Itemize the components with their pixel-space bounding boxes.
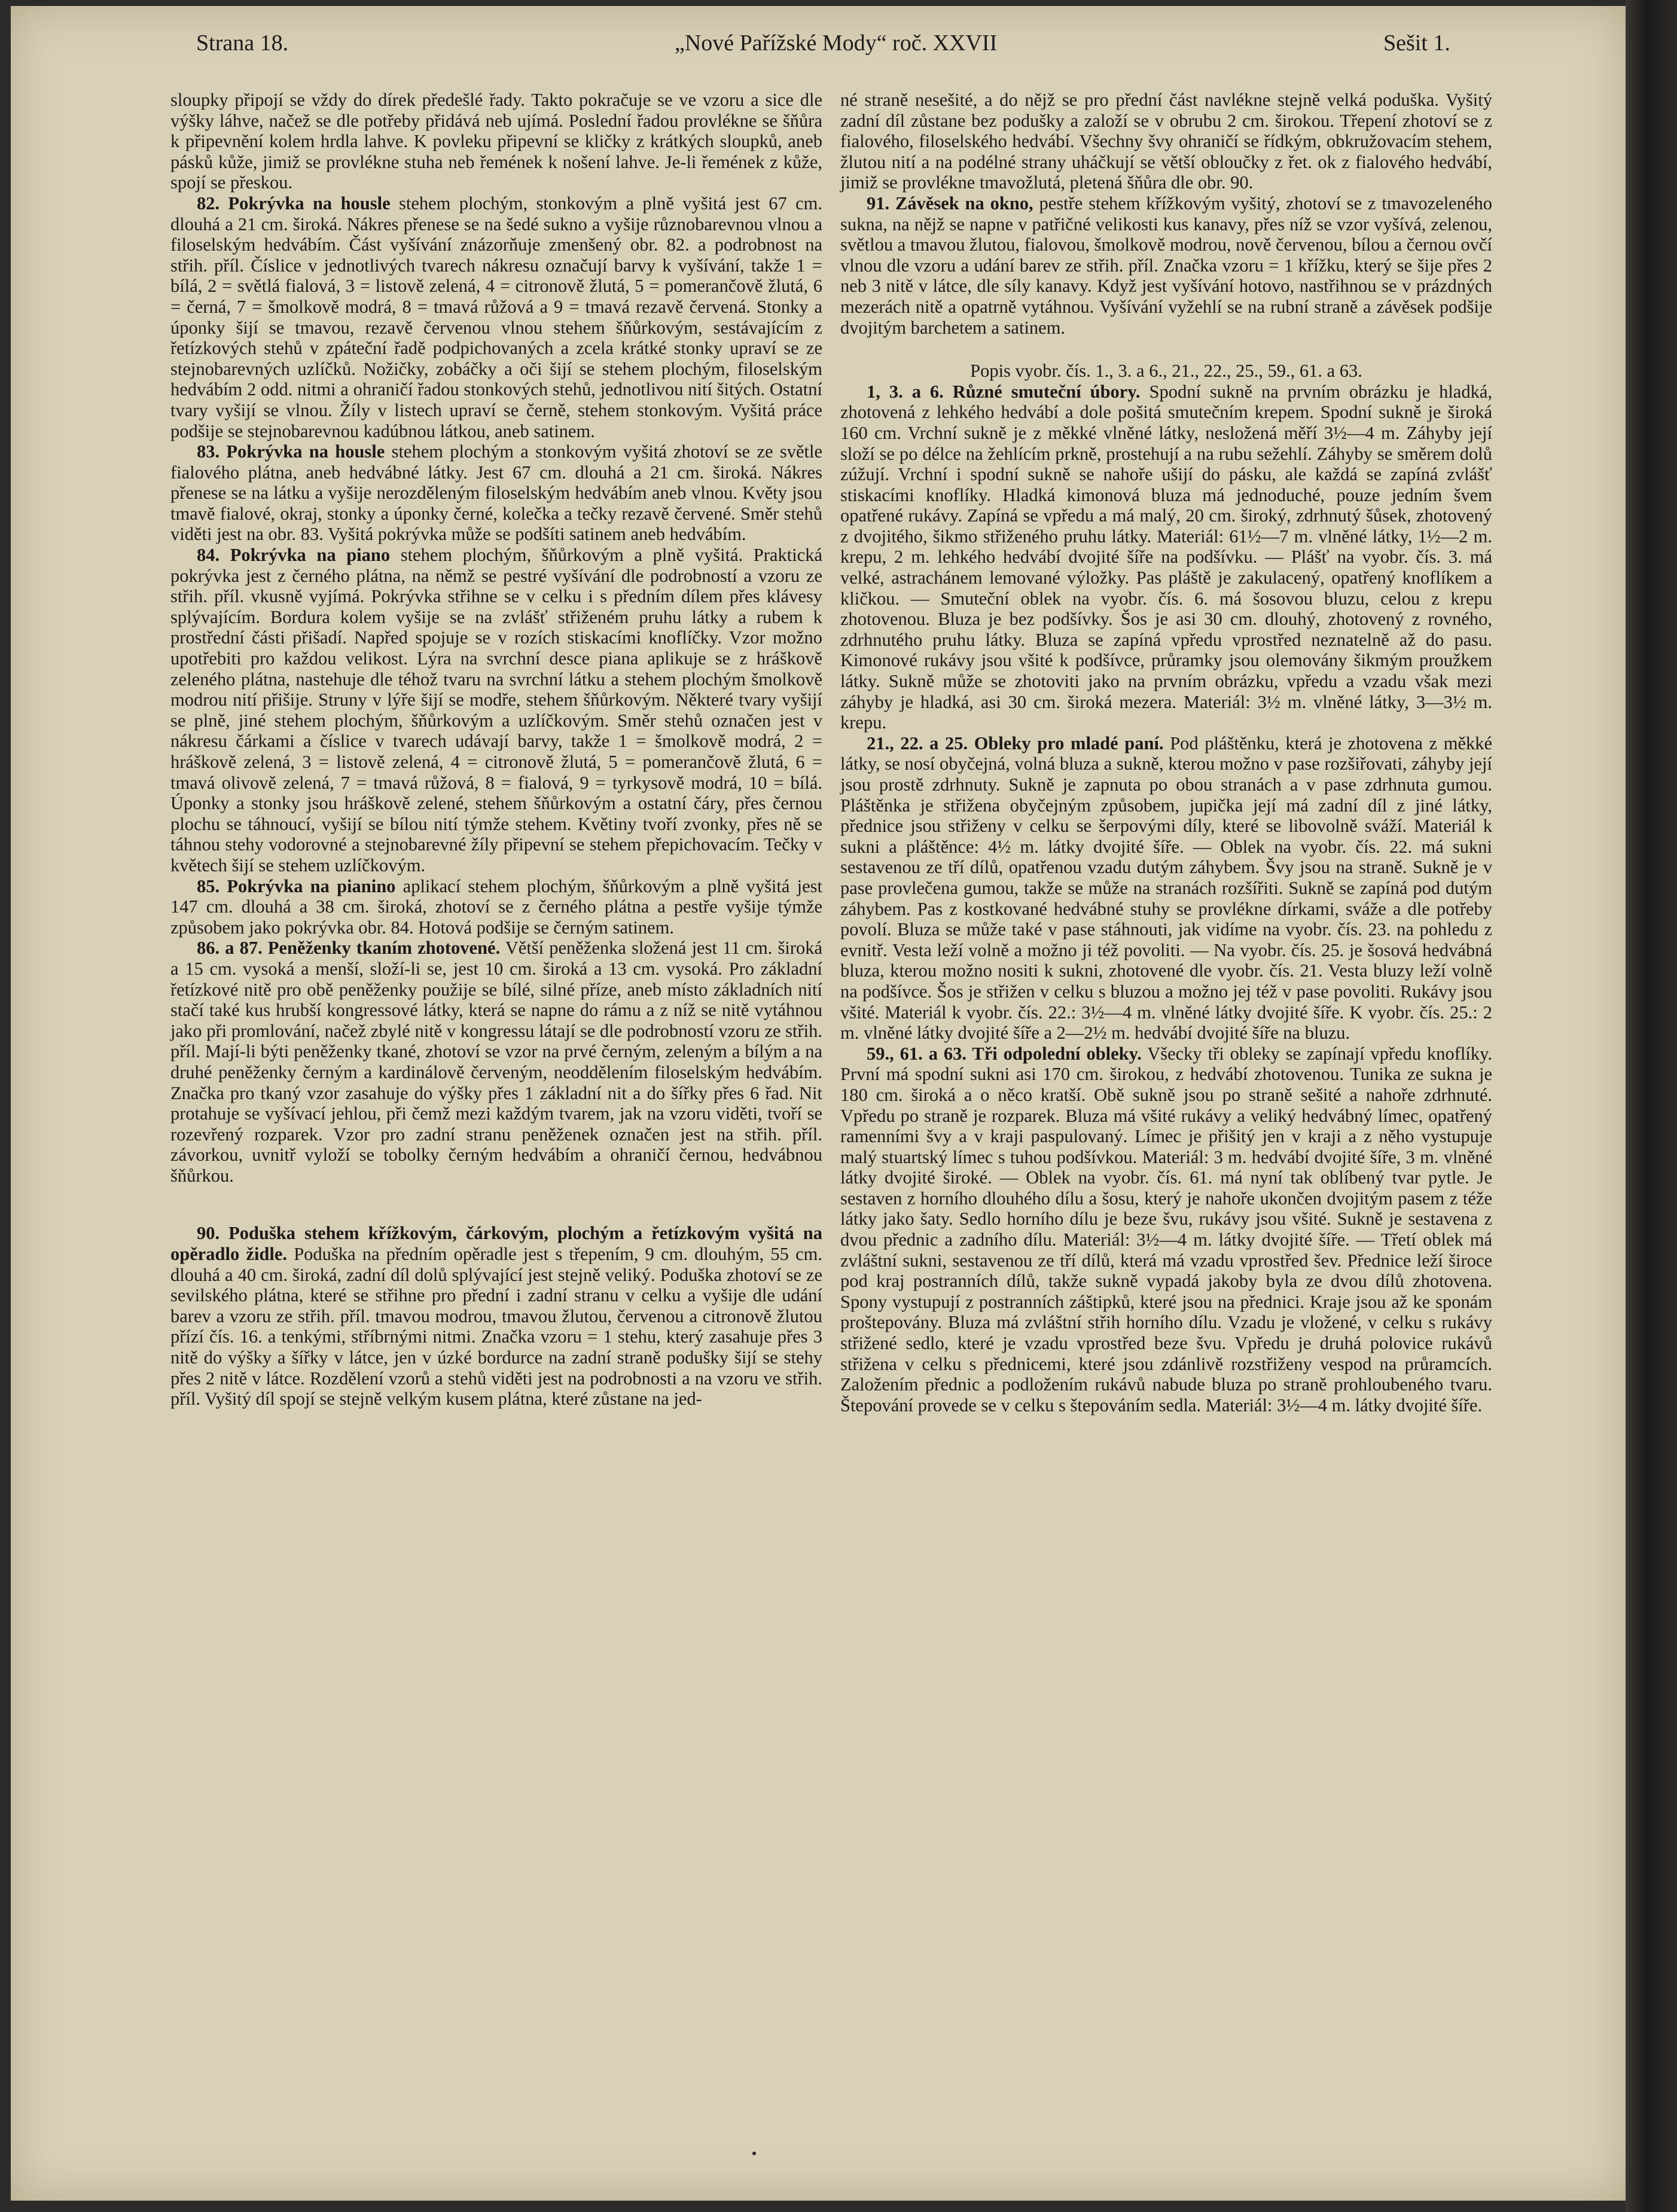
paragraph-83 bbox=[170, 441, 822, 545]
heading-86: 86. a 87. Peněženky tkaním zhotovené. bbox=[197, 938, 501, 959]
paragraph-90 bbox=[170, 1223, 822, 1409]
body-1: Spodní sukně na prvním obrázku je hladká, zhotovená z lehkého hedvábí a dole pošitá smutečním krepem. Spodní sukně je široká 160 cm. Vrchní sukně je z měkké vlněné látky, nesložená měří 3½—4 m. Záhyby její složí se po délce na žehlícím prkně, prostehují a na rubu sežehlí. Záhyby se směrem dolů zúžují. Vrchní i spodní sukně se nahoře ušijí do pásku, ale každá se zapíná zvlášť stiskacími knoflíky. Hladká kimonová bluza má jednoduché, pouze jedním švem opatřené rukávy. Zapíná se vpředu a má malý, 20 cm. široký, zdrhnutý šůsek, zhotovený z dvojitého, šikmo střiženého pruhu látky. Materiál: 61½—7 m. vlněné látky, 1½—2 m. krepu, 2 m. lehkého hedvábí dvojité šíře na podšívku. — Plášť na vyobr. čís. 3. má velké, astrachánem lemované výložky. Pas pláště je zakulacený, opatřený knoflíkem a kličkou. — Smuteční oblek na vyobr. čís. 6. má šosovou bluzu, celou z krepu zhotovenou. Bluza je bez podšívky. Šos je asi 30 cm. dlouhý, zhotovený z rovného, zdrhnutého pruhu látky. Bluza se zapíná vpředu vprostřed neznatelně až do pasu. Kimonové rukávy jsou všité k podšívce, průramky jsou olemovány šikmým proužkem látky. Sukně může se zhotoviti jako na prvním obrázku, vpředu a vzadu však mezi záhyby je hladká, asi 30 cm. široká mezera. Materiál: 3½ m. vlněné látky, 3—3½ m. krepu. bbox=[840, 381, 1492, 733]
heading-84: 84. Pokrývka na piano bbox=[197, 545, 391, 566]
heading-82: 82. Pokrývka na housle bbox=[197, 193, 391, 213]
heading-83: 83. Pokrývka na housle bbox=[197, 441, 385, 462]
body-91: pestře stehem křížkovým vyšitý, zhotoví se z tmavozeleného sukna, na nějž se napne v patřičné velikosti kus kanavy, přes níž se vzor vyšívá, zelenou, světlou a tmavou žlutou, fialovou, šmolkově modrou, nově červenou, bílou a černou ovčí vlnou dle vzoru a udání barev ze střih. příl. Značka vzoru = 1 křížku, který se šije přes 2 neb 3 nitě v látce, dle síly kanavy. Když jest vyšívání hotovo, nastřihnou se v prázdných mezerách nitě a opatrně vytáhnou. Vyšívání vyžehlí se na rubní straně a závěsek podšije dvojitým barchetem a satinem. bbox=[840, 193, 1492, 338]
paragraph-91 bbox=[840, 193, 1492, 338]
heading-91: 91. Závěsek na okno, bbox=[867, 193, 1033, 213]
right-column bbox=[840, 90, 1492, 1415]
body-84: stehem plochým, šňůrkovým a plně vyšitá. Praktická pokrývka jest z černého plátna, na němž se pestré vyšívání dle podrobností a vzoru ze střih. příl. vkusně vyjímá. Pokrývka střihne se v celku i s předním dílem přes klávesy splývajícím. Bordura kolem vyšije se na zvlášť střiženém pruhu látky a rubem k prostřední části přišadí. Napřed spojuje se v rozích stiskacími knoflíčky. Vzor možno upotřebiti pro každou velikost. Lýra na svrchní desce piana aplikuje se z hráškově zeleného plátna, nastehuje dle téhož tvaru na svrchní látku a stehem plochým šmolkově modrou nití přišije. Struny v lýře šijí se modře, stehem šňůrkovým. Některé tvary vyšijí se plně, jiné stehem plochým, šňůrkovým a uzlíčkovým. Směr stehů označen jest v nákresu čárkami a číslice v tvarech udávají barvy, takže 1 = šmolkově modrá, 2 = hráškově zelená, 3 = listově zelená, 4 = citronově žlutá, 5 = pomerančově žlutá, 6 = tmavá olivově zelená, 7 = tmavá růžová, 8 = fialová, 9 = tyrkysově modrá, 10 = bílá. Úponky a stonky jsou hráškově zelené, stehem šňůrkovým a ostatní čáry, přes černou plochu se táhnoucí, vyšijí se bílou nití týmže stehem. Květiny tvoří zvonky, přes ně se táhnou stehy vodorovné a stejnobarevné žíly připevní se stehem přepichovacím. Tečky v květech šijí se stehem uzlíčkovým. bbox=[170, 545, 822, 875]
spacer bbox=[840, 338, 1492, 361]
spacer bbox=[170, 1186, 822, 1223]
paragraph-85 bbox=[170, 876, 822, 938]
heading-59: 59., 61. a 63. Tři odpolední obleky. bbox=[867, 1043, 1142, 1064]
paragraph-21 bbox=[840, 733, 1492, 1044]
paragraph-90-continuation: né straně nesešité, a do nějž se pro přední část navlékne stejně velká poduška. Vyšitý zadní díl zůstane bez podušky a založí se v obrubu 2 cm. širokou. Třepení zhotoví se z fialového, filoselského hedvábí. Všechny švy ohraničí se řídkým, obkružovacím stehem, žlutou nití a na podélné strany uháčkují se větší obloučky z řet. ok z fialového hedvábí, jimiž se provlékne tmavožlutá, pletená šňůra dle obr. 90. bbox=[840, 90, 1492, 193]
paragraph-1 bbox=[840, 382, 1492, 733]
page-header bbox=[184, 30, 1482, 66]
paragraph-86 bbox=[170, 938, 822, 1186]
paragraph-59 bbox=[840, 1044, 1492, 1416]
body-86: Větší peněženka složená jest 11 cm. široká a 15 cm. vysoká a menší, složí-li se, jest 10 cm. široká a 13 cm. vysoká. Pro základní řetízkové nitě pro obě peněženky použije se bílé, silné příze, aneb místo základních nití stačí také kus hrubší kongressové látky, která se napne do rámu a z níž se nitě vytáhnou jako při promlování, načež zbylé nitě v kongressu látají se dle podrobností vzoru ze střih. příl. Mají-li býti peněženky tkané, zhotoví se vzor na prvé černým, zeleným a bílým a na druhé peněženky černým a kardinálově červeným, neoddělením filoselským hedvábím. Značka pro tkaný vzor zasahuje do výšky přes 1 základní nit a do šířky přes 6 řad. Nit protahuje se vyšívací jehlou, při čemž mezi každým tvarem, jak na vzoru viděti, tvoří se rozevřený rozparek. Vzor pro zadní stranu peněženek označen jest na střih. příl. závorkou, uvnitř vyloží se tobolky černým hedvábím a ohraničí černou, hedvábnou šňůrkou. bbox=[170, 938, 823, 1186]
page-number: Strana 18. bbox=[196, 30, 289, 56]
body-59: Všecky tři obleky se zapínají vpředu knoflíky. První má spodní sukni asi 170 cm. širokou, z hedvábí zhotovenou. Tunika ze sukna je 180 cm. široká a o něco kratší. Obě sukně jsou po straně sešité a nahoře zdrhnuté. Vpředu po straně je rozparek. Bluza má všité rukávy a veliký hedvábný límec, opatřený ramenními švy a v kraji paspulovaný. Límec je přišitý jen v kraji a z něho vystupuje malý stuartský límec s tuhou podšívkou. Materiál: 3 m. hedvábí dvojité šíře, 3 m. vlněné látky dvojité široké. — Oblek na vyobr. čís. 61. má nyní tak oblíbený tvar pytle. Je sestaven z horního dlouhého dílu a šosu, který je nahoře ukončen dvojitým pasem z téže látky jako šaty. Sedlo horního dílu je beze švu, rukávy jsou všité. Sukně je sestavena z dvou přednic a zadního dílu. Materiál: 3½—4 m. látky dvojité šíře. — Třetí oblek má zvláštní sukni, sestavenou ze tří dílů, která má vzadu vprostřed šev. Přednice leží široce pod kraj postranních dílů, takže sukně vypadá jakoby byla ze dvou dílů zhotovena. Spony vystupují z postranních záštipků, které jsou na přednici. Kraje jsou až ke sponám proštepovány. Bluza má zvláštní střih horního dílu. Vzadu je vložené, v celku s rukávy střižené sedlo, které je vzadu vprostřed beze švu. Vpředu je druhá polovice rukávů střižena v celku s přednicemi, které jsou zdánlivě rozstřiženy vespod na průramcích. Založením přednic a podložením rukávů nabude bluza po straně prohloubeného tvaru. Štepování provede se v celku s štepováním sedla. Materiál: 3½—4 m. látky dvojité šíře. bbox=[840, 1043, 1492, 1415]
body-82: stehem plochým, stonkovým a plně vyšitá jest 67 cm. dlouhá a 21 cm. široká. Nákres přenese se na šedé sukno a vyšije různobarevnou vlnou a filoselským hedvábím. Část vyšívání znázorňuje zmenšený obr. 82. a podrobnost na střih. příl. Číslice v jednotlivých tvarech nákresu označují barvy k vyšívání, takže 1 = bílá, 2 = světlá fialová, 3 = listově zelená, 4 = citronově žlutá, 5 = pomerančově žlutá, 6 = černá, 7 = šmolkově modrá, 8 = tmavá růžová a 9 = tmavá rezavě červená. Stonky a úponky šijí se tmavou, rezavě červenou vlnou stehem šňůrkovým, sestávajícím z řetízkových stehů v zpáteční řadě podpichovaných a zcela krátké stonky upraví se ze stejnobarevných uzlíčků. Nožičky, zobáčky a oči šijí se stehem plochým, filoselským hedvábím 2 odd. nitmi a ohraničí řadou stonkových stehů, jednotlivou nití šitých. Ostatní tvary vyšijí se vlnou. Žíly v listech upraví se černě, stehem stonkovým. Vyšitá práce podšije se stejnobarevnou kadúbnou látkou, aneb satinem. bbox=[170, 193, 822, 441]
left-column bbox=[170, 90, 822, 1409]
page-dot bbox=[752, 2152, 756, 2155]
body-21: Pod pláštěnku, která je zhotovena z měkké látky, se nosí obyčejná, volná bluza a sukně, kterou možno v pase rozšiřovati, záhyby její jsou prostě zdrhnuty. Sukně je zapnuta po obou stranách a v pase zdrhnuta gumou. Pláštěnka je střižena obyčejným způsobem, jupička její má zadní díl z jiné látky, přednice jsou střiženy v celku se šerpovými díly, které se libovolně sváží. Materiál k sukni a pláštěnce: 4½ m. látky dvojité šíře. — Oblek na vyobr. čís. 22. má sukni sestavenou ze tří dílů, opatřenou vzadu dutým záhybem. Švy jsou na straně. Sukně je v pase provlečena gumou, takže se může na stranách rozšířiti. Sukně se zapíná pod dutým záhybem. Pas z kostkované hedvábné stuhy se provlékne dírkami, sváže a dle potřeby povolí. Bluza se může také v pase stáhnouti, jak vidíme na vyobr. čís. 23. na pohledu z evnitř. Vesta leží volně a možno ji též povoliti. — Na vyobr. čís. 25. je šosová hedvábná bluza, kterou možno nositi k sukni, zhotovené dle vyobr. čís. 21. Vesta bluzy leží volně na podšívce. Šos je střižen v celku s bluzou a možno jej též v pase povoliti. Rukávy jsou všité. Materiál k vyobr. čís. 22.: 3½—4 m. vlněné látky dvojité šíře. K vyobr. čís. 25.: 2 m. vlněné látky dvojité šíře a 2—2½ m. hedvábí dvojité šíře na bluzu. bbox=[840, 733, 1493, 1044]
heading-85: 85. Pokrývka na pianino bbox=[197, 875, 396, 896]
body-85: aplikací stehem plochým, šňůrkovým a plně vyšitá jest 147 cm. dlouhá a 38 cm. široká, zhotoví se z černého plátna a pestře vyšije týmže způsobem jako pokrývka obr. 84. Hotová podšije se černým satinem. bbox=[170, 875, 822, 938]
heading-1: 1, 3. a 6. Různé smuteční úbory. bbox=[867, 381, 1141, 402]
heading-90: 90. Poduška stehem křížkovým, čárkovým, plochým a řetízkovým vyšitá na opěradlo židle. bbox=[170, 1223, 822, 1265]
body-90: Poduška na předním opěradle jest s třepením, 9 cm. dlouhým, 55 cm. dlouhá a 40 cm. široká, zadní díl dolů splývající jest stejně veliký. Poduška zhotoví se ze sevilského plátna, které se střihne pro přední i zadní stranu v celku a vyšije dle udání barev a vzoru ze střih. příl. tmavou modrou, tmavou žlutou, červenou a citronově žlutou přízí čís. 16. a tenkými, stříbrnými nitmi. Značka vzoru = 1 stehu, který zasahuje přes 3 nitě do výšky a šířky v látce, jen v úzké bordurce na zadní straně podušky šijí se stehy přes 2 nitě v látce. Rozdělení vzorů a stehů viděti jest na podrobnosti a na vzoru ve střih. příl. Vyšitý díl spojí se stejně velkým kusem plátna, které zůstane na jed- bbox=[170, 1244, 822, 1409]
body-83: stehem plochým a stonkovým vyšitá zhotoví se ze světle fialového plátna, aneb hedvábné látky. Jest 67 cm. dlouhá a 21 cm. široká. Nákres přenese se na látku a vyšije nerozděleným filoselským hedvábím aneb vlnou. Květy jsou tmavě fialové, okraj, stonky a úponky černé, kolečka a tečky rezavě červené. Směr stehů viděti jest na obr. 83. Vyšitá pokrývka může se podšíti satinem aneb hedvábím. bbox=[170, 441, 822, 545]
section-caption: Popis vyobr. čís. 1., 3. a 6., 21., 22., 25., 59., 61. a 63. bbox=[970, 361, 1362, 382]
book-binding bbox=[1626, 0, 1677, 2212]
paragraph-continuation: sloupky připojí se vždy do dírek předešlé řady. Takto pokračuje se ve vzoru a sice dle výšky láhve, načež se dle potřeby přidává neb ujímá. Poslední řadou provlékne se šňůra k připevnění kolem hrdla lahve. K povleku připevní se kličky z krátkých sloupků, aneb pásků kůže, jimiž se provlékne stuha neb řemének k nošení lahve. Je-li řemének z kůže, spojí se přeskou. bbox=[170, 90, 822, 193]
paragraph-82 bbox=[170, 193, 822, 441]
issue-number: Sešit 1. bbox=[1383, 30, 1450, 56]
journal-title: „Nové Pařížské Mody“ roč. XXVII bbox=[675, 30, 998, 56]
heading-21: 21., 22. a 25. Obleky pro mladé paní. bbox=[867, 733, 1164, 753]
paragraph-84 bbox=[170, 545, 822, 876]
